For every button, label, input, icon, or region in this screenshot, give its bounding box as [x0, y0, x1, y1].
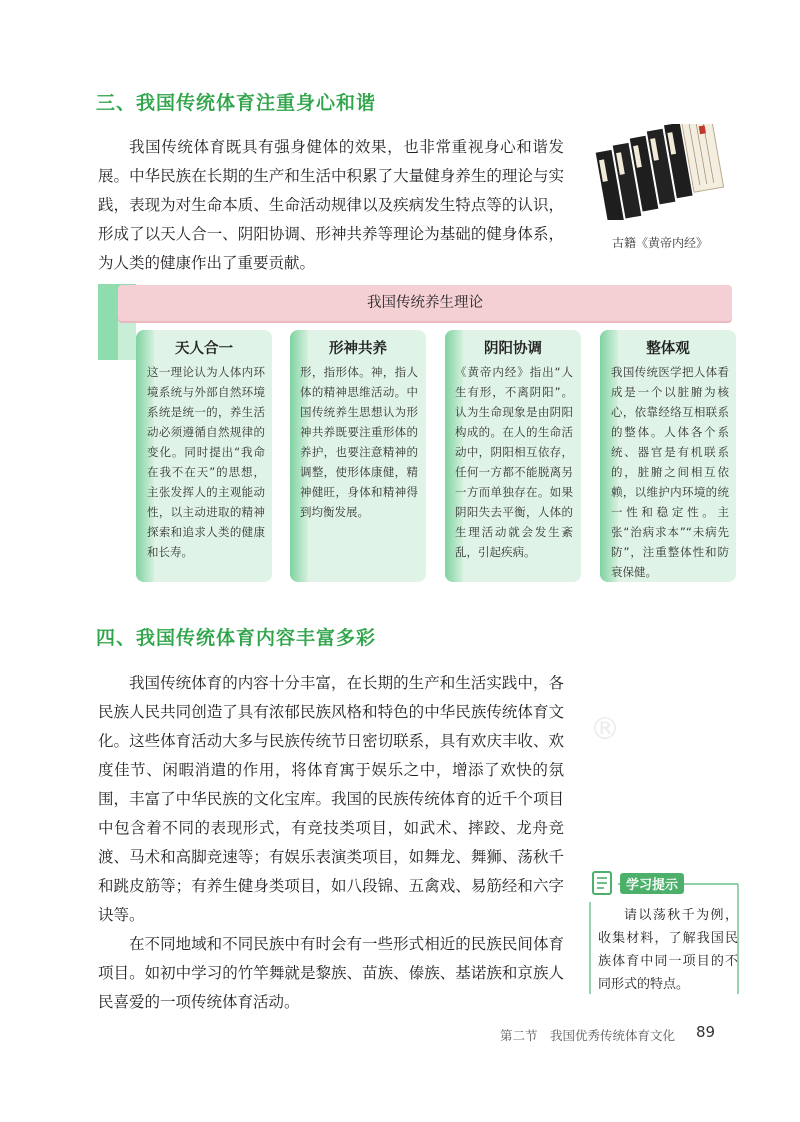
theory-card-title: 形神共养 [329, 341, 387, 357]
page-number: 89 [696, 1023, 716, 1041]
theory-card-title: 阴阳协调 [484, 341, 542, 357]
theory-card-title: 整体观 [646, 341, 690, 357]
ancient-book-image [594, 124, 724, 220]
figure-caption: 古籍《黄帝内经》 [611, 236, 708, 250]
study-tip-text: 请以荡秋千为例，收集材料，了解我国民族体育中同一项目的不同形式的特点。 [598, 908, 738, 992]
section-4-title: 四、我国传统体育内容丰富多彩 [96, 627, 377, 649]
section-4-paragraph-1: 我国传统体育的内容十分丰富，在长期的生产和生活实践中，各民族人民共同创造了具有浓郁民族风格和特色的中华民族传统体育文化。这些体育活动大多与民族传统节日密切联系，具有欢庆丰收、欢度佳节、闲暇消遣的作用，将体育寓于娱乐之中，增添了欢快的氛围，丰富了中华民族的文化宝库。我国的民族传统体育的近千个项目中包含着不同的表现形式，有竞技类项目，如武术、摔跤、龙舟竞渡、马术和高脚竞速等；有娱乐表演类项目，如舞龙、舞狮、荡秋千和跳皮筋等；有养生健身类项目，如八段锦、五禽戏、易筋经和六字诀等。 [98, 674, 564, 924]
theory-card-body: 我国传统医学把人体看成是一个以脏腑为核心，依靠经络互相联系的整体。人体各个系统、器官是有机联系的，脏腑之间相互依赖，以维护内环境的统一性和稳定性。主张“治病求本”“未病先防”，注重整体性和防衰保健。 [611, 365, 729, 579]
theory-card-body: 形，指形体。神，指人体的精神思维活动。中国传统养生思想认为形神共养既要注重形体的养护，也要注意精神的调整，使形体康健，精神健旺，身体和精神得到均衡发展。 [300, 365, 418, 519]
theory-card-title: 天人合一 [175, 341, 233, 357]
section-4-paragraphs [98, 669, 564, 1017]
notebook-icon [590, 870, 614, 896]
registered-watermark: ® [590, 712, 620, 747]
study-tip-label: 学习提示 [620, 873, 684, 894]
section-3-paragraph: 我国传统体育既具有强身健体的效果，也非常重视身心和谐发展。中华民族在长期的生产和生活中积累了大量健身养生的理论与实践，表现为对生命本质、生命活动规律以及疾病发生特点等的认识，形成了以天人合一、阴阳协调、形神共养等理论为基础的健身体系，为人类的健康作出了重要贡献。 [98, 138, 564, 272]
theory-card-body: 这一理论认为人体内环境系统与外部自然环境系统是统一的，养生活动必须遵循自然规律的变化。同时提出“我命在我不在天”的思想，主张发挥人的主观能动性，以主动进取的精神探索和追求人类的健康和长寿。 [147, 365, 265, 559]
theory-card-body: 《黄帝内经》指出“人生有形，不离阴阳”。认为生命现象是由阴阳构成的。在人的生命活动中，阴阳相互依存，任何一方都不能脱离另一方而单独存在。如果阴阳失去平衡，人体的生理活动就会发生紊乱，引起疾病。 [455, 365, 573, 559]
diagram-header: 我国传统养生理论 [367, 295, 483, 311]
section-4-paragraph-2: 在不同地域和不同民族中有时会有一些形式相近的民族民间体育项目。如初中学习的竹竿舞就是黎族、苗族、傣族、基诺族和京族人民喜爱的一项传统体育活动。 [98, 935, 564, 1011]
page-footer: 第二节 我国优秀传统体育文化 [500, 1028, 676, 1043]
section-3-title: 三、我国传统体育注重身心和谐 [96, 92, 377, 114]
section-3-paragraph-container [98, 133, 564, 278]
